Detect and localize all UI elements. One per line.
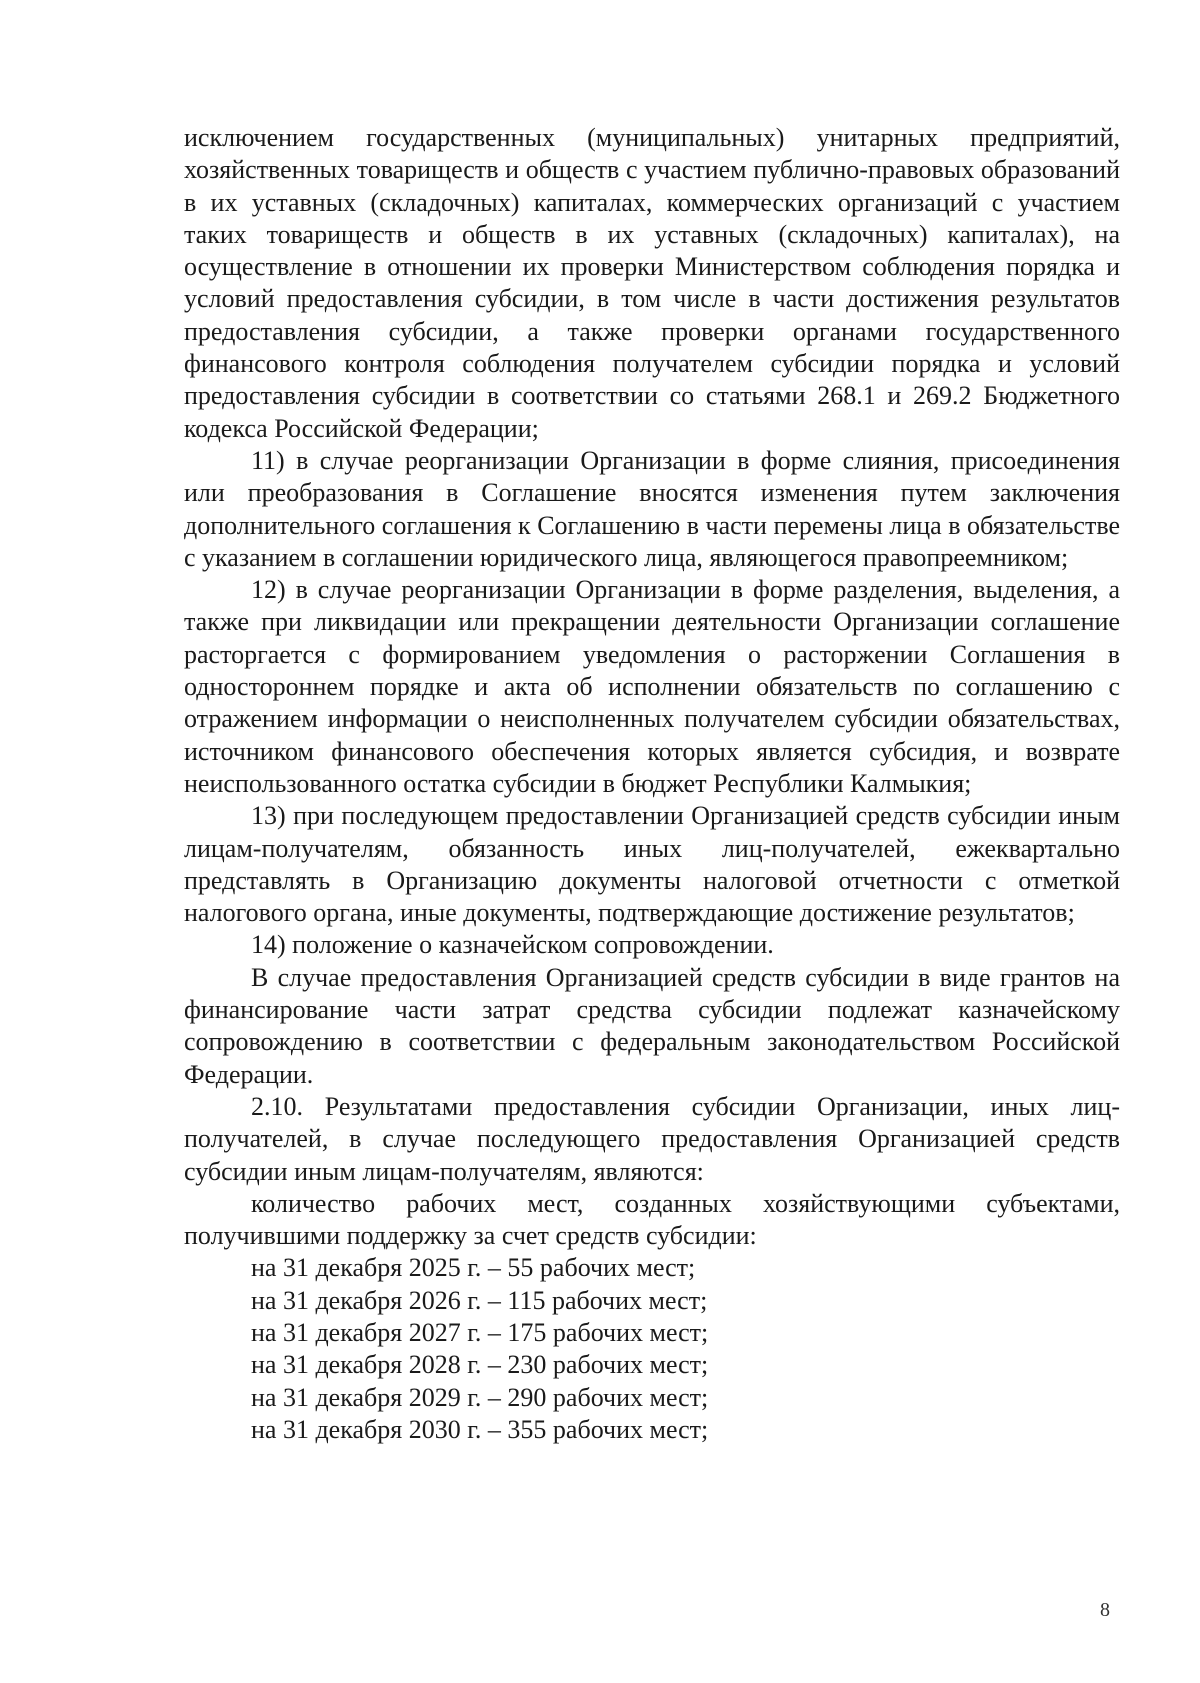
- list-item-2027: на 31 декабря 2027 г. – 175 рабочих мест;: [251, 1317, 709, 1347]
- document-body: [184, 122, 1120, 1446]
- paragraph-jobs-indicator: количество рабочих мест, созданных хозяйствующими субъектами, получившими поддержку за счет средств субсидии:: [184, 1188, 1120, 1251]
- paragraph-item-13: 13) при последующем предоставлении Организацией средств субсидии иным лицам-получателям, обязанность иных лиц-получателей, ежеквартально представлять в Организацию документы налоговой отчетности с отметкой налогового органа, иные документы, подтверждающие достижение результатов;: [184, 801, 1120, 928]
- list-item-2028: на 31 декабря 2028 г. – 230 рабочих мест;: [251, 1350, 709, 1380]
- paragraph-verification-consent: исключением государственных (муниципальных) унитарных предприятий, хозяйственных товариществ и обществ с участием публично-правовых образований в их уставных (складочных) капиталах, коммерческих организаций с участием таких товариществ и обществ в их уставных (складочных) капиталах), на осуществление в отношении их проверки Министерством соблюдения порядка и условий предоставления субсидии, в том числе в части достижения результатов предоставления субсидии, а также проверки органами государственного финансового контроля соблюдения получателем субсидии порядка и условий предоставления субсидии в соответствии со статьями 268.1 и 269.2 Бюджетного кодекса Российской Федерации;: [184, 123, 1120, 443]
- list-item-2029: на 31 декабря 2029 г. – 290 рабочих мест;: [251, 1382, 709, 1412]
- paragraph-item-14: 14) положение о казначейском сопровождении.: [251, 930, 774, 960]
- paragraph-item-12: 12) в случае реорганизации Организации в форме разделения, выделения, а также при ликвидации или прекращении деятельности Организации соглашение расторгается с формированием уведомления о расторжении Соглашения в одностороннем порядке и акта об исполнении обязательств по соглашению с отражением информации о неисполненных получателем субсидии обязательствах, источником финансового обеспечения которых является субсидия, и возврате неиспользованного остатка субсидии в бюджет Республики Калмыкия;: [184, 575, 1120, 798]
- list-item-2025: на 31 декабря 2025 г. – 55 рабочих мест;: [251, 1253, 696, 1283]
- paragraph-section-2-10: 2.10. Результатами предоставления субсидии Организации, иных лиц-получателей, в случае последующего предоставления Организацией средств субсидии иным лицам-получателям, являются:: [184, 1091, 1120, 1186]
- paragraph-treasury-support: В случае предоставления Организацией средств субсидии в виде грантов на финансирование части затрат средства субсидии подлежат казначейскому сопровождению в соответствии с федеральным законодательством Российской Федерации.: [184, 962, 1120, 1089]
- list-item-2026: на 31 декабря 2026 г. – 115 рабочих мест;: [251, 1285, 708, 1315]
- page-number: 8: [1100, 1599, 1110, 1621]
- list-item-2030: на 31 декабря 2030 г. – 355 рабочих мест;: [251, 1414, 709, 1444]
- paragraph-item-11: 11) в случае реорганизации Организации в форме слияния, присоединения или преобразования в Соглашение вносятся изменения путем заключения дополнительного соглашения к Соглашению в части перемены лица в обязательстве с указанием в соглашении юридического лица, являющегося правопреемником;: [184, 445, 1120, 572]
